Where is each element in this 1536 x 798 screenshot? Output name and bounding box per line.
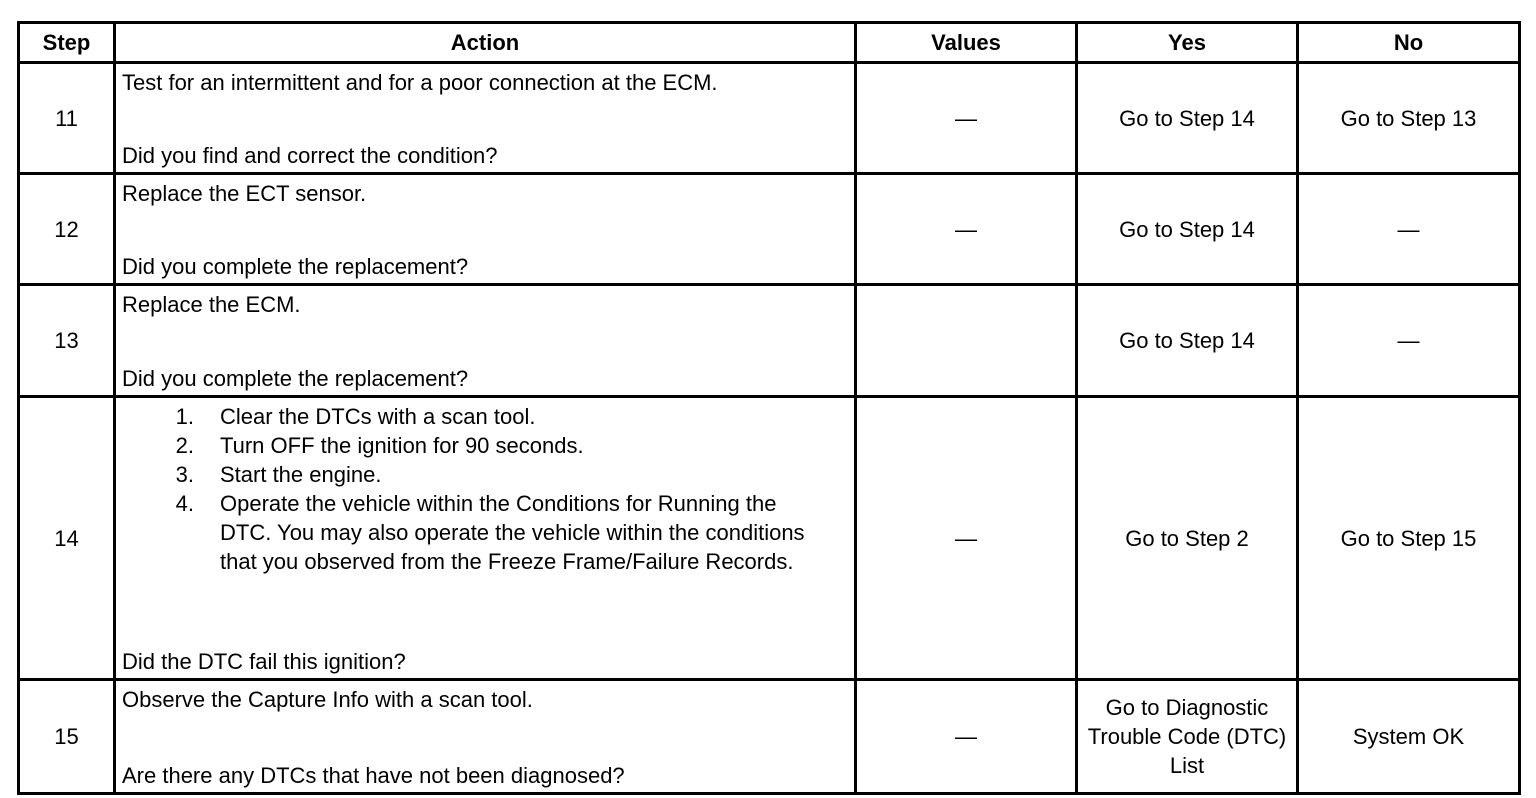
substep-text: Turn OFF the ignition for 90 seconds.: [220, 433, 584, 458]
step-number: 12: [19, 174, 115, 285]
action-question: Did you find and correct the condition?: [122, 143, 498, 168]
substep-text: Start the engine.: [220, 462, 382, 487]
action-text: Replace the ECM.: [122, 292, 301, 317]
table-row: [19, 397, 1520, 680]
yes-link[interactable]: Go to Step 2: [1077, 397, 1298, 680]
action-text: Replace the ECT sensor.: [122, 181, 367, 206]
table-row: [19, 63, 1520, 174]
action-text: Test for an intermittent and for a poor connection at the ECM.: [122, 70, 718, 95]
action-cell: [115, 174, 856, 285]
no-link[interactable]: Go to Step 13: [1298, 63, 1520, 174]
values-cell: [856, 285, 1077, 397]
substep-number: 3.: [175, 462, 194, 487]
action-question: Are there any DTCs that have not been diagnosed?: [122, 763, 625, 788]
header-yes: Yes: [1077, 23, 1298, 63]
list-item: [122, 402, 848, 431]
yes-link[interactable]: Go to Step 14: [1077, 174, 1298, 285]
table-row: [19, 680, 1520, 794]
values-cell: —: [856, 63, 1077, 174]
diagnostic-table: [17, 21, 1521, 795]
no-value: —: [1298, 285, 1520, 397]
action-question: Did you complete the replacement?: [122, 254, 469, 279]
action-cell: [115, 285, 856, 397]
list-item: [122, 489, 848, 576]
list-item: [122, 431, 848, 460]
header-values: Values: [856, 23, 1077, 63]
values-cell: —: [856, 680, 1077, 794]
yes-link[interactable]: Go to Step 14: [1077, 63, 1298, 174]
substep-list: [122, 402, 848, 576]
action-cell: [115, 680, 856, 794]
header-action: Action: [115, 23, 856, 63]
action-cell: [115, 63, 856, 174]
step-number: 14: [19, 397, 115, 680]
substep-number: 1.: [175, 404, 194, 429]
no-value: System OK: [1298, 680, 1520, 794]
table-row: [19, 285, 1520, 397]
yes-link[interactable]: Go to Step 14: [1077, 285, 1298, 397]
header-no: No: [1298, 23, 1520, 63]
values-cell: —: [856, 174, 1077, 285]
table-row: [19, 174, 1520, 285]
list-item: [122, 460, 848, 489]
substep-number: 4.: [175, 491, 194, 516]
substep-text: Clear the DTCs with a scan tool.: [220, 404, 536, 429]
step-number: 11: [19, 63, 115, 174]
values-cell: —: [856, 397, 1077, 680]
step-number: 15: [19, 680, 115, 794]
action-question: Did the DTC fail this ignition?: [122, 649, 406, 674]
header-row: [19, 23, 1520, 63]
no-value: —: [1298, 174, 1520, 285]
action-text: Observe the Capture Info with a scan tool.: [122, 687, 533, 712]
no-link[interactable]: Go to Step 15: [1298, 397, 1520, 680]
action-question: Did you complete the replacement?: [122, 366, 469, 391]
substep-text: Operate the vehicle within the Conditions for Running the DTC. You may also operate the vehicle within the conditions that you observed from the Freeze Frame/Failure Records.: [220, 491, 805, 574]
yes-link[interactable]: [1077, 680, 1298, 794]
substep-number: 2.: [175, 433, 194, 458]
action-cell: [115, 397, 856, 680]
header-step: Step: [19, 23, 115, 63]
yes-link-text: Go to Diagnostic Trouble Code (DTC) List: [1087, 695, 1287, 778]
step-number: 13: [19, 285, 115, 397]
